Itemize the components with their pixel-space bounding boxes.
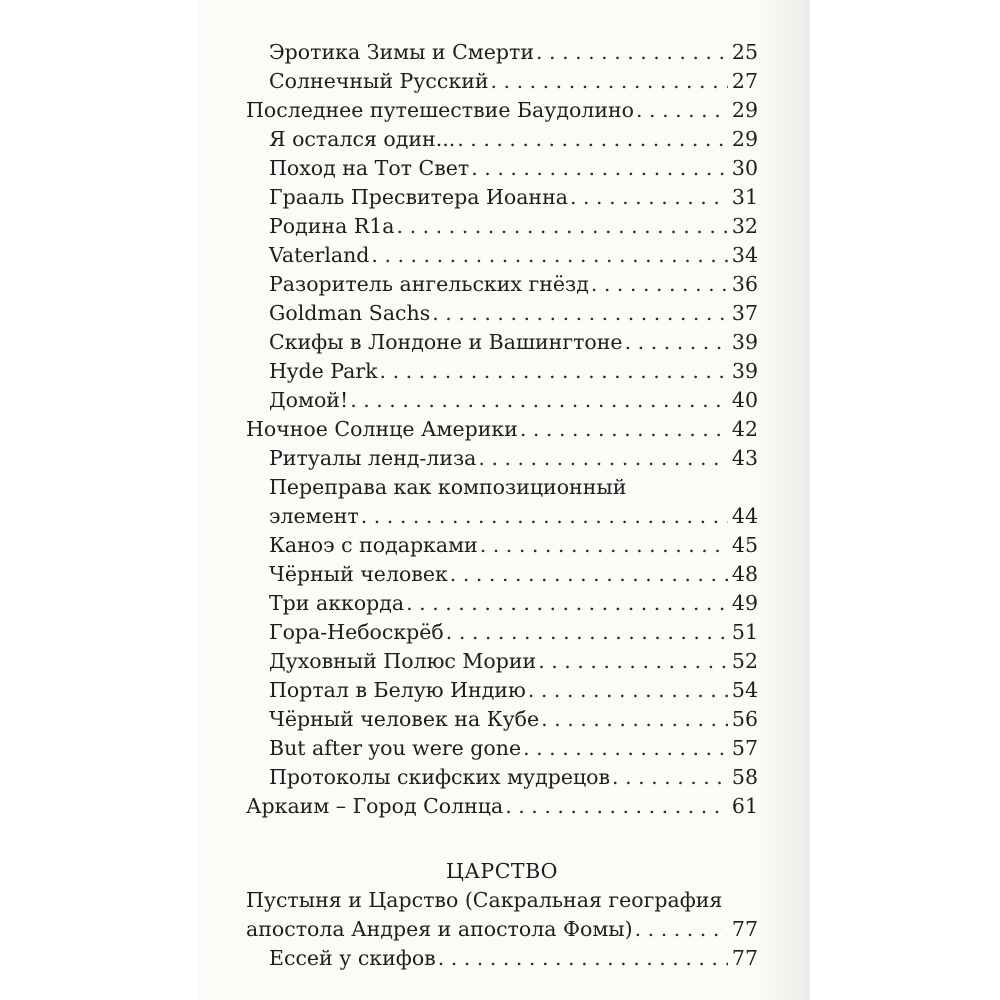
toc-entry-page: 54	[731, 678, 758, 702]
leader-dots	[478, 444, 728, 473]
toc-entry	[246, 763, 758, 792]
toc-entry-title: Гора-Небоскрёб	[269, 620, 444, 644]
toc-entry-page: 61	[731, 794, 758, 818]
toc-entry-page: 29	[731, 98, 758, 122]
leader-dots	[361, 502, 728, 531]
toc-entry	[246, 241, 758, 270]
toc-entry	[246, 676, 758, 705]
toc-entry-title: Последнее путешествие Баудолино	[246, 98, 634, 122]
leader-dots	[523, 734, 728, 763]
leader-dots	[541, 705, 728, 734]
toc-entry	[246, 154, 758, 183]
toc-entry-title: Протоколы скифских мудрецов	[269, 765, 611, 789]
toc-entry	[246, 792, 758, 821]
leader-dots	[635, 915, 728, 944]
toc-entry-title: Vaterland	[269, 243, 370, 267]
leader-dots	[457, 125, 728, 154]
toc-entry-wrapped	[246, 915, 758, 944]
toc-entry	[246, 944, 758, 973]
leader-dots	[480, 531, 728, 560]
toc-entry-page: 49	[731, 591, 758, 615]
toc-entry-page: 57	[731, 736, 758, 760]
toc-entry	[246, 328, 758, 357]
toc-entry-page: 30	[731, 156, 758, 180]
toc-entry-title: элемент	[269, 504, 359, 528]
toc-entry-wrapped-line1	[246, 886, 758, 915]
leader-dots	[350, 386, 728, 415]
toc-entry-title: Домой!	[269, 388, 349, 412]
leader-dots	[371, 241, 727, 270]
toc-entry	[246, 647, 758, 676]
toc-entry-title: Эротика Зимы и Смерти	[269, 40, 534, 64]
leader-dots	[636, 96, 728, 125]
table-of-contents	[246, 38, 758, 973]
toc-entry	[246, 125, 758, 154]
toc-entry	[246, 415, 758, 444]
toc-entry-page: 34	[731, 243, 758, 267]
toc-entry-title: апостола Андрея и апостола Фомы)	[246, 917, 633, 941]
toc-entry	[246, 386, 758, 415]
leader-dots	[570, 183, 728, 212]
toc-entry-title: Goldman Sachs	[269, 301, 431, 325]
toc-entry-page: 52	[731, 649, 758, 673]
leader-dots	[406, 589, 728, 618]
toc-entry-page: 32	[731, 214, 758, 238]
toc-entry	[246, 270, 758, 299]
toc-entry-title: Грааль Пресвитера Иоанна	[269, 185, 568, 209]
leader-dots	[380, 357, 728, 386]
toc-entry	[246, 531, 758, 560]
toc-entry	[246, 589, 758, 618]
toc-entry-title: Портал в Белую Индию	[269, 678, 526, 702]
toc-entry-page: 48	[731, 562, 758, 586]
toc-entry	[246, 38, 758, 67]
toc-entry-title: Пустыня и Царство (Сакральная география	[246, 888, 723, 912]
toc-entry	[246, 560, 758, 589]
toc-entry-page: 45	[731, 533, 758, 557]
toc-entry	[246, 444, 758, 473]
leader-dots	[536, 38, 728, 67]
toc-entry-page: 31	[731, 185, 758, 209]
leader-dots	[591, 270, 728, 299]
toc-entry	[246, 299, 758, 328]
toc-entry-page: 25	[731, 40, 758, 64]
leader-dots	[432, 299, 728, 328]
toc-entry-title: Духовный Полюс Мории	[269, 649, 537, 673]
toc-entry	[246, 212, 758, 241]
toc-entry-title: Ночное Солнце Америки	[246, 417, 518, 441]
toc-entry-page: 77	[731, 946, 758, 970]
toc-entry-title: Каноэ с подарками	[269, 533, 478, 557]
toc-group-before	[246, 38, 758, 473]
toc-entry-title: Hyde Park	[269, 359, 378, 383]
leader-dots	[528, 676, 728, 705]
toc-entry	[246, 705, 758, 734]
toc-entry-page: 44	[731, 504, 758, 528]
toc-entry-wrapped-line1	[246, 473, 758, 502]
toc-entry-page: 56	[731, 707, 758, 731]
toc-entry-page: 39	[731, 359, 758, 383]
toc-entry-page: 37	[731, 301, 758, 325]
toc-entry-page: 39	[731, 330, 758, 354]
toc-entry	[246, 357, 758, 386]
section-heading: ЦАРСТВО	[446, 859, 558, 883]
toc-entry-title: Поход на Тот Свет	[269, 156, 470, 180]
toc-entry	[246, 734, 758, 763]
toc-entry-page: 36	[731, 272, 758, 296]
toc-entry-title: Разоритель ангельских гнёзд	[269, 272, 589, 296]
leader-dots	[397, 212, 728, 241]
toc-entry-title: Ессей у скифов	[269, 946, 436, 970]
leader-dots	[505, 792, 728, 821]
toc-entry-title: Три аккорда	[269, 591, 405, 615]
toc-group-after	[246, 531, 758, 821]
toc-entry-title: Аркаим – Город Солнца	[246, 794, 504, 818]
toc-entry	[246, 67, 758, 96]
toc-entry-title: Чёрный человек	[269, 562, 448, 586]
toc-entry-page: 42	[731, 417, 758, 441]
leader-dots	[446, 618, 728, 647]
toc-entry-title: Я остался один...	[269, 127, 456, 151]
toc-entry-title: Чёрный человек на Кубе	[269, 707, 540, 731]
toc-entry-title: Солнечный Русский	[269, 69, 489, 93]
toc-entry-page: 29	[731, 127, 758, 151]
toc-entry-page: 27	[731, 69, 758, 93]
leader-dots	[612, 763, 728, 792]
leader-dots	[538, 647, 728, 676]
leader-dots	[520, 415, 728, 444]
toc-entry-title: Переправа как композиционный	[269, 475, 627, 499]
toc-entry-title: Ритуалы ленд-лиза	[269, 446, 477, 470]
toc-entry	[246, 618, 758, 647]
toc-entry-page: 51	[731, 620, 758, 644]
toc-entry-page: 58	[731, 765, 758, 789]
toc-entry-wrapped	[246, 502, 758, 531]
toc-entry-title: Родина R1a	[269, 214, 395, 238]
leader-dots	[491, 67, 728, 96]
leader-dots	[471, 154, 728, 183]
leader-dots	[438, 944, 728, 973]
leader-dots	[450, 560, 728, 589]
page-edge-shadow	[760, 0, 810, 1000]
toc-entry	[246, 96, 758, 125]
toc-group-section	[246, 944, 758, 973]
toc-entry	[246, 183, 758, 212]
toc-entry-title: Скифы в Лондоне и Вашингтоне	[269, 330, 623, 354]
toc-entry-page: 77	[731, 917, 758, 941]
toc-entry-title: But after you were gone	[269, 736, 522, 760]
toc-entry-page: 40	[731, 388, 758, 412]
leader-dots	[625, 328, 728, 357]
toc-entry-page: 43	[731, 446, 758, 470]
